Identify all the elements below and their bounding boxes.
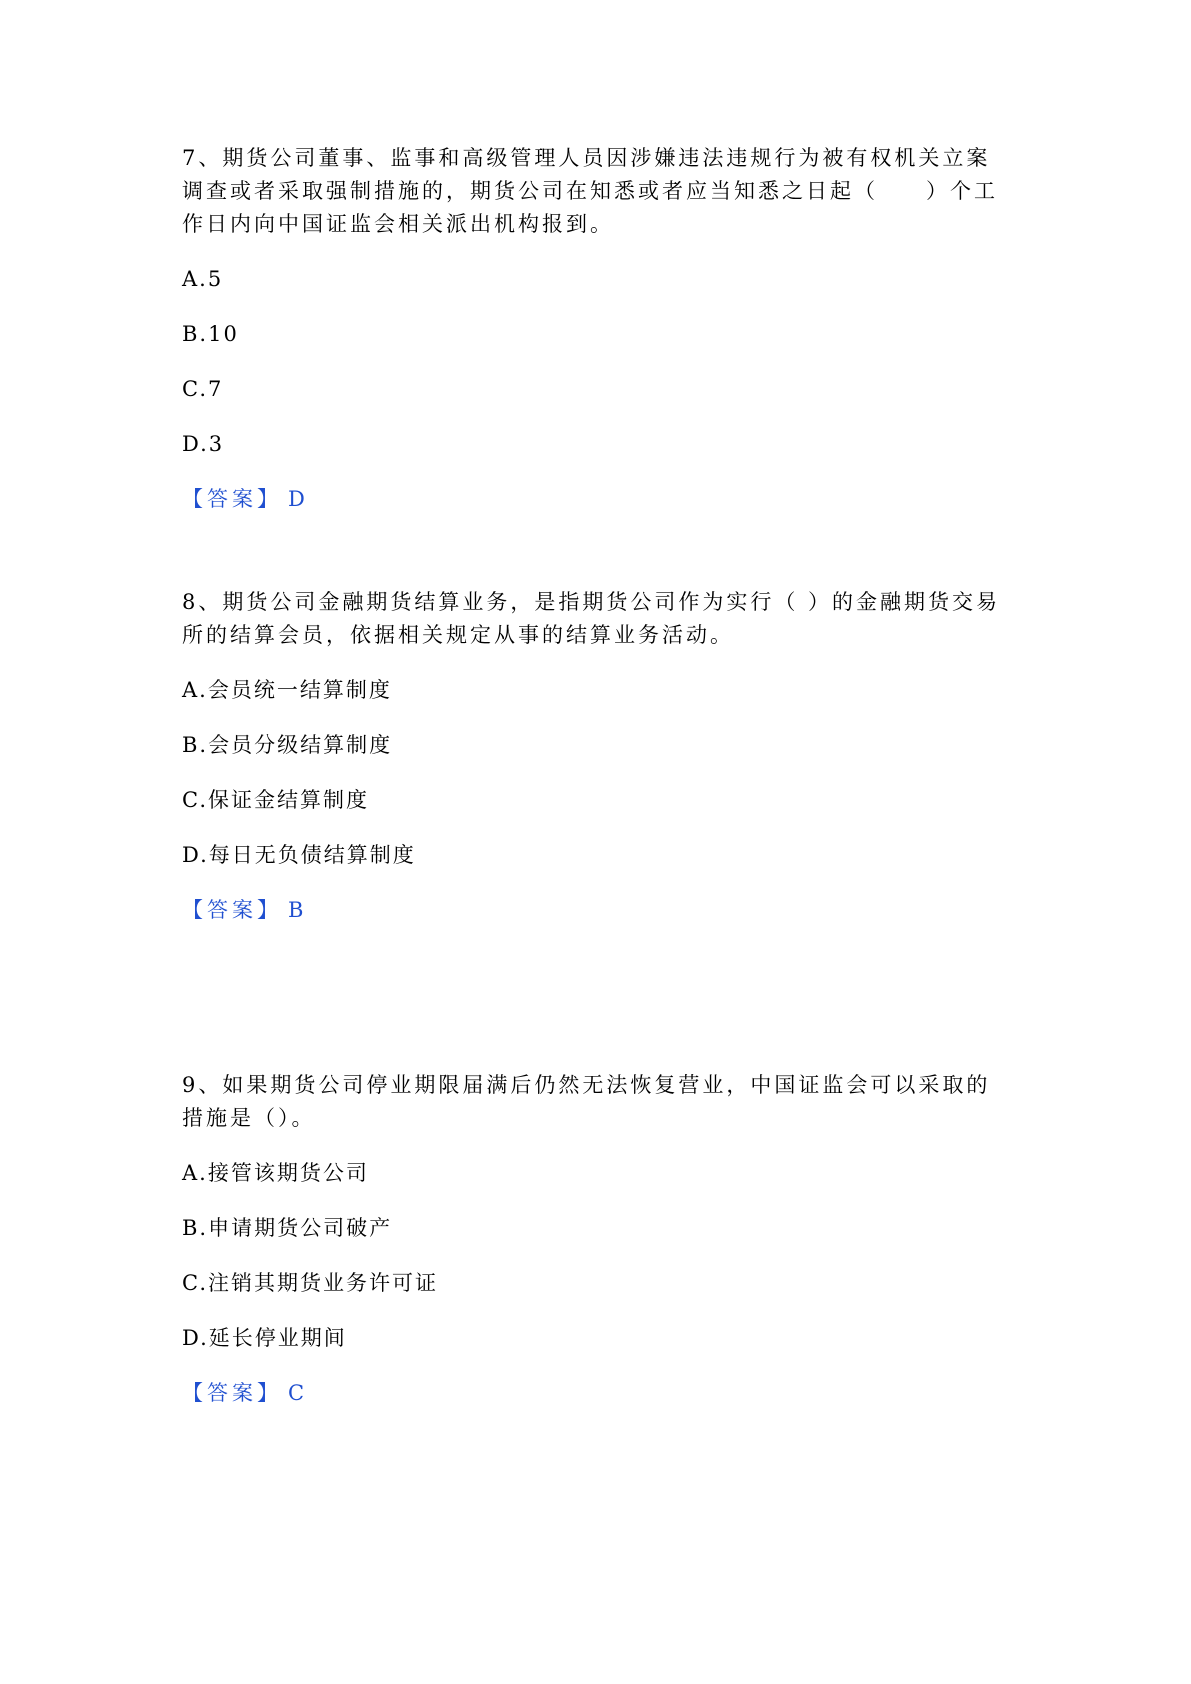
answer-value: B [288, 898, 304, 922]
question-stem: 7、期货公司董事、监事和高级管理人员因涉嫌违法违规行为被有权机关立案调查或者采取强制措施的，期货公司在知悉或者应当知悉之日起（ ）个工作日内向中国证监会相关派出机构报到。 [182, 146, 998, 236]
option-d: D.3 [182, 432, 225, 456]
answer-line [182, 895, 303, 925]
answer-line [182, 1378, 304, 1408]
answer-line [182, 484, 305, 514]
answer-label: 【答案】 [182, 898, 282, 922]
option-b: B.申请期货公司破产 [182, 1216, 393, 1240]
question-stem: 9、如果期货公司停业期限届满后仍然无法恢复营业，中国证监会可以采取的措施是（）。 [182, 1073, 991, 1130]
option-b: B.会员分级结算制度 [182, 733, 393, 757]
option-b: B.10 [182, 322, 239, 346]
answer-value: C [288, 1381, 305, 1405]
question-9 [182, 1069, 1012, 1405]
option-a: A.会员统一结算制度 [182, 678, 392, 702]
answer-label: 【答案】 [182, 487, 282, 511]
question-7 [182, 142, 1012, 511]
answer-label: 【答案】 [182, 1381, 282, 1405]
question-8 [182, 586, 1012, 922]
option-d: D.延长停业期间 [182, 1326, 347, 1350]
option-a: A.5 [182, 267, 224, 291]
option-c: C.保证金结算制度 [182, 788, 369, 812]
option-c: C.注销其期货业务许可证 [182, 1271, 438, 1295]
option-a: A.接管该期货公司 [182, 1161, 369, 1185]
question-stem: 8、期货公司金融期货结算业务，是指期货公司作为实行（ ）的金融期货交易所的结算会员，依据相关规定从事的结算业务活动。 [182, 590, 1001, 647]
answer-value: D [288, 487, 305, 511]
option-d: D.每日无负债结算制度 [182, 843, 416, 867]
option-c: C.7 [182, 377, 224, 401]
